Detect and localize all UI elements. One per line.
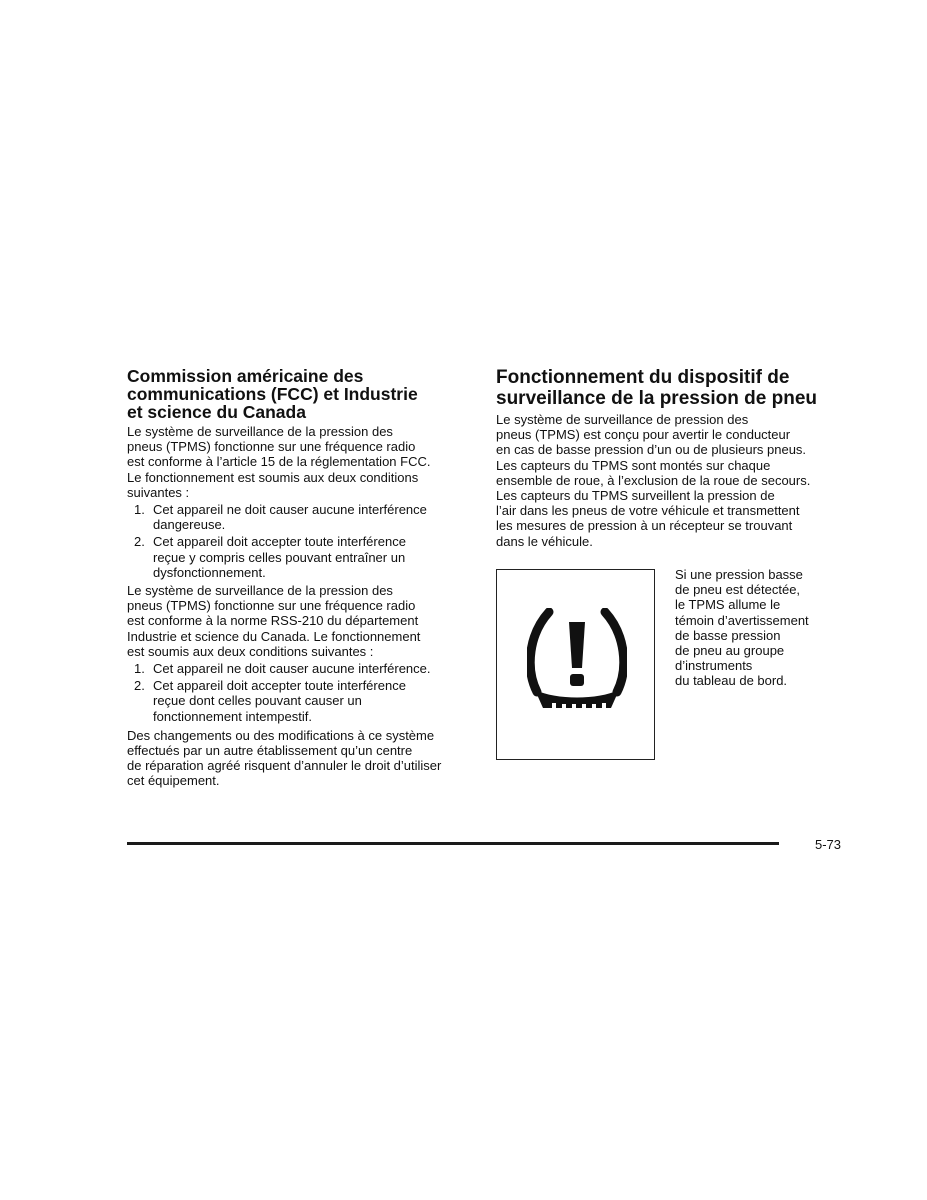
- text-line: du tableau de bord.: [675, 673, 788, 689]
- fcc-conditions-list: [127, 502, 467, 580]
- fcc-section-heading: [127, 367, 467, 421]
- text-line: l’air dans les pneus de votre véhicule et transmettent: [496, 503, 800, 519]
- heading-line: Commission américaine des: [127, 366, 364, 386]
- left-column: [127, 367, 467, 789]
- text-line: reçue dont celles pouvant causer un: [153, 693, 362, 709]
- list-item: [127, 678, 467, 724]
- tpms-section-heading: [496, 367, 841, 409]
- heading-line: Fonctionnement du dispositif de: [496, 367, 790, 388]
- text-line: Le système de surveillance de pression des: [496, 412, 749, 427]
- right-column: [496, 367, 841, 549]
- tpms-description-paragraph: [496, 412, 841, 549]
- text-line: est conforme à la norme RSS-210 du département: [127, 613, 419, 629]
- list-number: 1.: [134, 661, 145, 677]
- list-item: [127, 534, 467, 580]
- text-line: de basse pression: [675, 627, 781, 643]
- text-line: Si une pression basse: [675, 567, 803, 582]
- text-line: dysfonctionnement.: [153, 564, 266, 580]
- text-line: fonctionnement intempestif.: [153, 708, 312, 724]
- list-number: 1.: [134, 502, 145, 518]
- modifications-paragraph: [127, 728, 467, 789]
- text-line: Industrie et science du Canada. Le fonctionnement: [127, 628, 421, 644]
- text-line: Les capteurs du TPMS sont montés sur chaque: [496, 457, 771, 473]
- rss-conditions-list: [127, 661, 467, 724]
- text-line: Cet appareil doit accepter toute interférence: [153, 678, 406, 694]
- text-line: est conforme à l’article 15 de la réglementation FCC.: [127, 454, 431, 470]
- text-line: pneus (TPMS) est conçu pour avertir le conducteur: [496, 427, 791, 443]
- fcc-intro-paragraph: [127, 424, 467, 500]
- tire-pressure-warning-icon: [527, 608, 627, 718]
- text-line: de pneu est détectée,: [675, 582, 801, 598]
- rss-paragraph: [127, 583, 467, 659]
- text-line: Cet appareil ne doit causer aucune interférence: [153, 502, 427, 518]
- text-line: Le système de surveillance de la pression des: [127, 583, 393, 599]
- text-line: d’instruments: [675, 658, 753, 674]
- text-line: Le système de surveillance de la pression des: [127, 424, 393, 439]
- text-line: dans le véhicule.: [496, 533, 593, 549]
- text-line: est soumis aux deux conditions suivantes :: [127, 643, 374, 659]
- text-line: Cet appareil ne doit causer aucune interférence.: [153, 661, 431, 677]
- text-line: pneus (TPMS) fonctionne sur une fréquence radio: [127, 439, 416, 455]
- list-number: 2.: [134, 534, 145, 550]
- text-line: ensemble de roue, à l’exclusion de la roue de secours.: [496, 472, 811, 488]
- heading-line: surveillance de la pression de pneu: [496, 388, 818, 409]
- text-line: cet équipement.: [127, 773, 220, 789]
- text-line: pneus (TPMS) fonctionne sur une fréquence radio: [127, 598, 416, 614]
- heading-line: et science du Canada: [127, 402, 306, 422]
- text-line: les mesures de pression à un récepteur se trouvant: [496, 518, 793, 534]
- footer-rule: [127, 842, 779, 845]
- text-line: Cet appareil doit accepter toute interférence: [153, 534, 406, 550]
- list-item: [127, 502, 467, 532]
- text-line: témoin d’avertissement: [675, 612, 809, 628]
- text-line: Les capteurs du TPMS surveillent la pression de: [496, 488, 775, 504]
- text-line: de pneu au groupe: [675, 643, 785, 659]
- warning-light-caption: [675, 567, 835, 689]
- tpms-warning-light-figure: [496, 569, 655, 760]
- list-item: [127, 661, 467, 676]
- text-line: de réparation agréé risquent d’annuler le droit d’utiliser: [127, 758, 442, 774]
- list-number: 2.: [134, 678, 145, 694]
- text-line: Le fonctionnement est soumis aux deux conditions: [127, 469, 419, 485]
- text-line: en cas de basse pression d’un ou de plusieurs pneus.: [496, 442, 807, 458]
- text-line: dangereuse.: [153, 517, 226, 533]
- text-line: Des changements ou des modifications à ce système: [127, 727, 435, 743]
- text-line: le TPMS allume le: [675, 597, 781, 613]
- heading-line: communications (FCC) et Industrie: [127, 384, 418, 404]
- text-line: reçue y compris celles pouvant entraîner un: [153, 549, 406, 565]
- text-line: effectués par un autre établissement qu’un centre: [127, 743, 413, 759]
- page-number: 5-73: [815, 837, 842, 852]
- text-line: suivantes :: [127, 484, 190, 500]
